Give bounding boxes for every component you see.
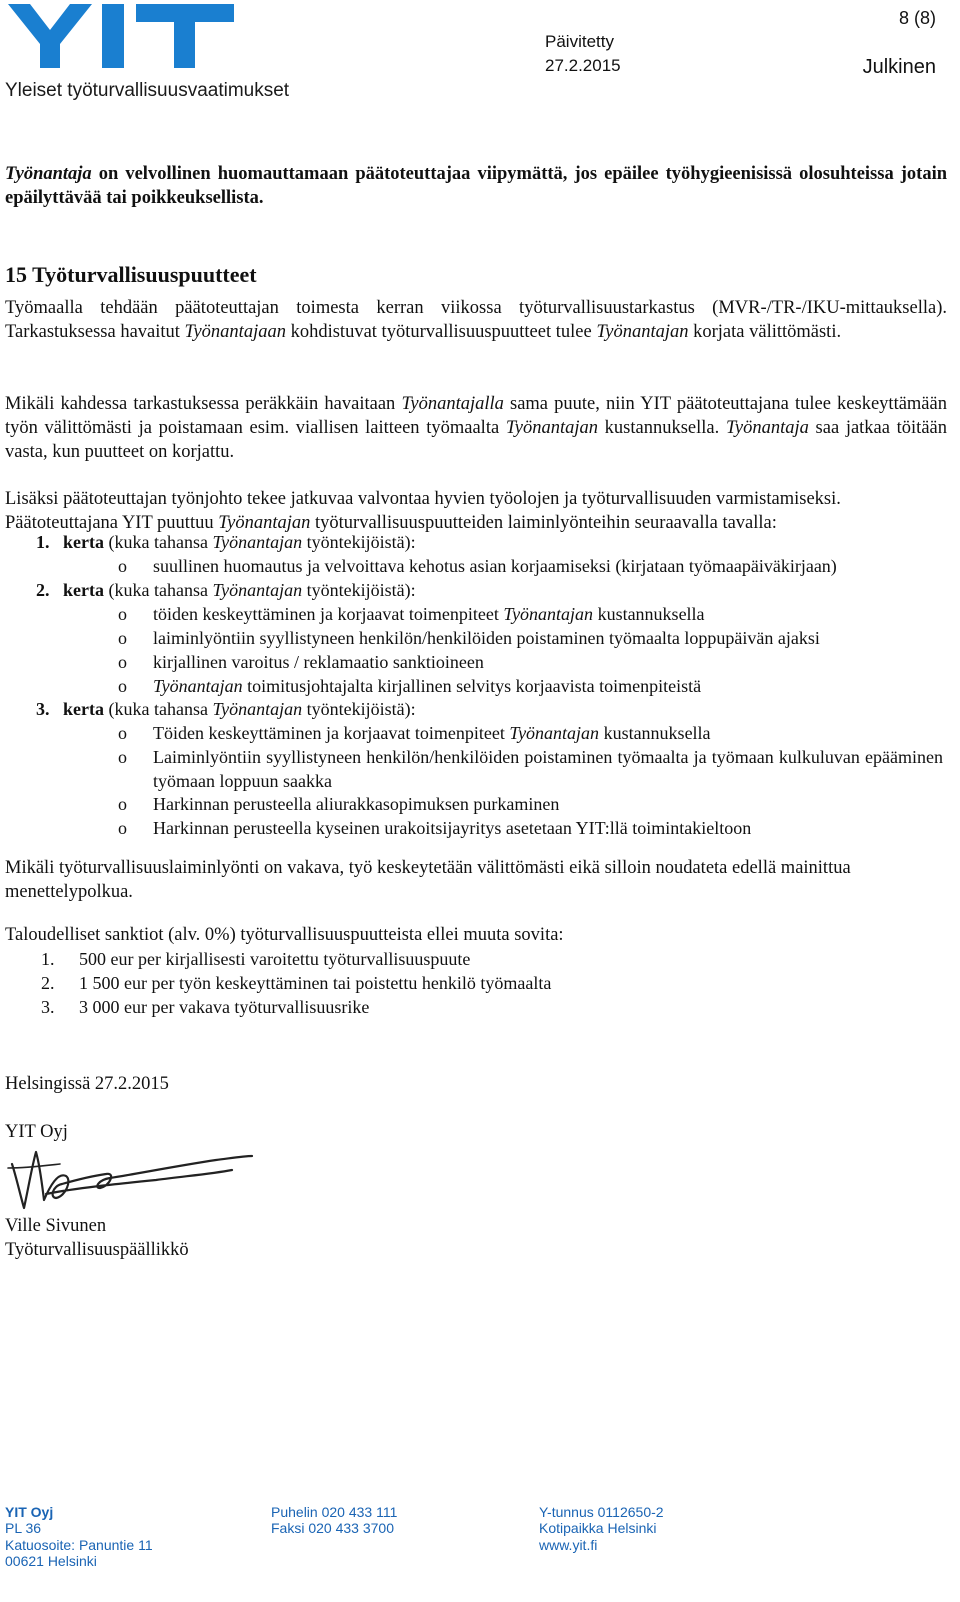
text: kirjallinen varoitus / reklamaatio sanktioineen [153,652,484,672]
text: kustannuksella. [598,418,726,438]
text: työntekijöistä): [302,532,416,552]
text: kustannuksella [593,604,705,624]
text: sama puute, niin YIT päätoteuttajana tulee keskeyttämään työn välittömästi ja poistamaan esim. viallisen laitteen työmaalta [5,394,947,438]
text: työntekijöistä): [302,699,416,719]
text: saa jatkaa töitään vasta, kun puutteet on korjattu. [5,418,947,462]
bullet-marker: o [118,628,127,648]
sanction-number: 1. [41,949,55,969]
footer-phone: Puhelin 020 433 111 [271,1504,398,1520]
bullet-item [153,650,943,674]
classification-label: Julkinen [862,56,936,78]
text: kustannuksella [599,723,711,743]
text: työturvallisuuspuutteiden laiminlyönteihin seuraavalla tavalla: [310,513,777,533]
page-number: 8 (8) [898,8,936,28]
sanction-item: 500 eur per kirjallisesti varoitettu työturvallisuuspuute [79,949,471,969]
text: (kuka tahansa [103,580,213,600]
bullet-item [153,554,943,578]
company-name: YIT Oyj [5,1122,68,1142]
bullet-marker: o [118,794,127,814]
bullet-item [153,602,943,626]
bullet-marker: o [118,723,127,743]
sanction-number: 3. [41,997,55,1017]
signer-name: Ville Sivunen [5,1216,107,1236]
bullet-item [153,721,943,745]
emphasis: Työnantajan [212,580,303,600]
emphasis: Työnantajalla [401,394,504,414]
bullet-marker: o [118,818,127,838]
bullet-item [153,626,943,650]
footer-domicile: Kotipaikka Helsinki [539,1520,657,1536]
footer-company: YIT Oyj [5,1504,54,1520]
text: Harkinnan perusteella kyseinen urakoitsijayritys asetetaan YIT:llä toimintakieltoon [153,818,752,838]
signature [6,1146,256,1216]
emphasis: Työnantajan [218,513,311,533]
bullet-item [153,674,943,698]
kerta-number: 1. [36,532,50,552]
footer-street: Katuosoite: Panuntie 11 [5,1537,153,1553]
section-paragraph-3 [5,487,947,535]
kerta-word: kerta [63,580,104,600]
sanctions-intro: Taloudelliset sanktiot (alv. 0%) työturvallisuuspuutteista ellei muuta sovita: [5,925,564,945]
emphasis: Työnantajan [212,532,303,552]
document-title: Yleiset työturvallisuusvaatimukset [5,80,290,101]
section-paragraph-1 [5,296,947,344]
sanction-number: 2. [41,973,55,993]
bullet-marker: o [118,556,127,576]
footer-business-id: Y-tunnus 0112650-2 [539,1504,664,1520]
footer-fax: Faksi 020 433 3700 [271,1520,394,1536]
text: Laiminlyöntiin syyllistyneen henkilön/henkilöiden poistaminen työmaalta ja työmaan kulkuluvan epääminen työmaan loppuun saakka [153,747,943,791]
signer-title: Työturvallisuuspäällikkö [5,1240,189,1260]
bullet-marker: o [118,652,127,672]
bullet-marker: o [118,747,127,767]
emphasis: Työnantaja [5,164,92,184]
text: kohdistuvat työturvallisuuspuutteet tulee [285,322,597,342]
emphasis: Työnantajan [509,723,600,743]
sanction-item: 1 500 eur per työn keskeyttäminen tai poistettu henkilö työmaalta [79,973,552,993]
place-date: Helsingissä 27.2.2015 [5,1074,169,1094]
text: laiminlyöntiin syyllistyneen henkilön/henkilöiden poistaminen työmaalta loppupäivän ajaksi [153,628,820,648]
text: Lisäksi päätoteuttajan työnjohto tekee jatkuvaa valvontaa hyvien työolojen ja työturvallisuuden varmistamiseksi. Päätoteuttajana YIT puuttuu [5,489,841,533]
emphasis: Työnantaja [725,418,809,438]
emphasis: Työnantajan [503,604,594,624]
text: Harkinnan perusteella aliurakkasopimuksen purkaminen [153,794,560,814]
bullet-item [153,792,943,816]
bullet-item [153,816,943,840]
intro-paragraph [5,162,947,210]
sanction-item: 3 000 eur per vakava työturvallisuusrike [79,997,370,1017]
kerta-line [63,578,416,602]
footer-po-box: PL 36 [5,1520,42,1536]
kerta-number: 3. [36,699,50,719]
text: suullinen huomautus ja velvoittava kehotus asian korjaamiseksi (kirjataan työmaapäiväkirjaan) [153,556,837,576]
footer-website-link[interactable]: www.yit.fi [539,1537,598,1553]
updated-date: 27.2.2015 [545,56,621,75]
emphasis: Työnantajan [596,322,689,342]
section-paragraph-2 [5,392,947,464]
emphasis: Työnantajan [153,676,243,696]
bullet-marker: o [118,604,127,624]
kerta-line [63,530,416,554]
emphasis: Työnantajan [212,699,303,719]
kerta-line [63,697,416,721]
kerta-number: 2. [36,580,50,600]
text: Työmaalla tehdään päätoteuttajan toimesta kerran viikossa työturvallisuustarkastus (MVR-/TR-/IKU-mittauksella). Tarkastuksessa havaitut [5,298,947,342]
emphasis: Työnantajan [505,418,599,438]
text: (kuka tahansa [103,699,213,719]
yit-logo [8,4,234,68]
kerta-word: kerta [63,699,104,719]
footer-postal: 00621 Helsinki [5,1553,97,1569]
text: korjata välittömästi. [688,322,842,342]
severe-paragraph: Mikäli työturvallisuuslaiminlyönti on vakava, työ keskeytetään välittömästi eikä silloin noudateta edellä mainittua menettelypolkua. [5,858,851,902]
text: työntekijöistä): [302,580,416,600]
updated-label: Päivitetty [545,32,614,51]
section-heading: 15 Työturvallisuuspuutteet [5,262,257,287]
text: Töiden keskeyttäminen ja korjaavat toimenpiteet [153,723,510,743]
bullet-marker: o [118,676,127,696]
intro-text: on velvollinen huomauttamaan päätoteuttajaa viipymättä, jos epäilee työhygieenisissä olosuhteissa jotain epäilyttävää tai poikkeuksellista. [5,164,947,208]
kerta-word: kerta [63,532,104,552]
text: toimitusjohtajalta kirjallinen selvitys korjaavista toimenpiteistä [242,676,702,696]
text: (kuka tahansa [103,532,213,552]
bullet-item [153,745,943,793]
text: Mikäli kahdessa tarkastuksessa peräkkäin havaitaan [5,394,402,414]
emphasis: Työnantajaan [184,322,286,342]
text: töiden keskeyttäminen ja korjaavat toimenpiteet [153,604,504,624]
